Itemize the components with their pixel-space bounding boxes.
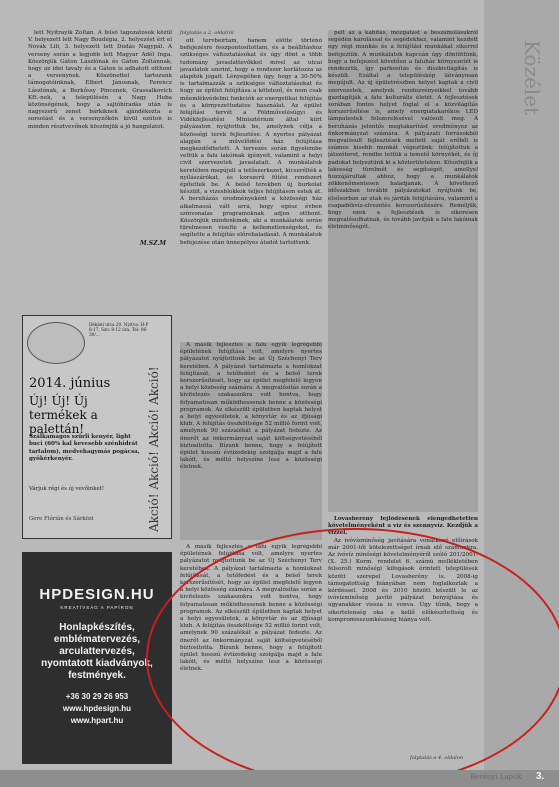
bakery-ad (22, 315, 172, 539)
middle-column-text-2: A másik fejlesztés a falu egyik legrégebbi épületének felújítása volt, amelyre nyertes pályázatot nyújtottunk be az Új Széchenyi Terv keretében. A pályázat tartalmazta a homlokzat felújítását, a tetőfedést és a belső terek korszerűsítését, hogy az épület megfelelő legyen a helyi közösség számára. A megvalósítás során a kivitelezés szakaszokra volt bontva, hogy folyamatosan működhessenek benne a közösségi programok. Az elkészült épületben kaptak helyet a helyi egyesületek, a könyvtár és az ifjúsági klub. A felújítás összköltsége 52 millió forint volt, amelynek 90 százalékát a pályázat fedezte. Az önerőt az önkormányzat saját költségvetéséből biztosította. Bízunk benne, hogy a felújított épület hosszú évtizedekig szolgálja majd a falu lakóit, és méltó helyszíne lesz a közösségi életnek. (180, 342, 322, 540)
ad-side-label: Akció! Akció! Akció! Akció! (147, 366, 161, 532)
hpdesign-services: Honlapkészítés, emblématervezés, arculattervezés, nyomtatott kiadványok, festmények. (41, 622, 153, 681)
shop-info: Dékáni utca 20. Nyitva: H-P 8-17, Szo: 8-12 óra, Tel: 06-30/... (89, 322, 149, 337)
ad-body: Szálkamagos szűrli kenyér, light buci (60% kal kevesebb szénhidrát tartalom), medvehagymás pogácsa, gyökérkenyér. (29, 434, 140, 463)
side-banner: Közélet (520, 40, 544, 116)
right-column-text: pelt az a kábítás, mozgatást a beszámolásukról segédén karolással és segédekhez, valamint kezdett egy régi munkás és a felújítási munkákat sikerrel befejeztük. A munkálatok kapcsán úgy döntöttünk, hogy a befejezést követően a faluház környezetét is rendezzük, így parkosítás és díszkivilágítás is készült. Ezáltal a településkép látványosan megújult. Az új épületrészben helyet kaptak a civil szervezetek, amelyek rendezvényeikkel tovább gazdagítják a falu kulturális életét. A fejlesztések sorában fontos helyet foglal el a közvilágítás korszerűsítése is, amely energiatakarékos LED lámpatestek felszerelésével valósult meg. A beruházás jelentős megtakarítást eredményez az önkormányzat számára. A pályázati forrásokból megvalósult fejlesztések mellett saját erőből is számos kisebb munkát végeztünk: felújítottuk a játszóteret, rendbe tettük a temető környékét, és új padokat helyeztünk ki a közterületeken. Köszönjük a lakosság türelmét és segítségét, amellyel hozzájárultak ahhoz, hogy a munkálatok zökkenőmentesen haladjanak. A következő időszakban további pályázatokat nyújtunk be, elsősorban az utak és járdák felújítására, valamint a csapadékvíz-elvezetés korszerűsítésére. Reméljük, hogy ezek a fejlesztések is sikeresen megvalósulhatnak, és tovább javítják a falu lakóinak életminőségét. (328, 30, 478, 512)
signature: M.SZ.M (140, 240, 167, 247)
page-number: 3. (536, 771, 545, 782)
hpdesign-logo: HPDESIGN.HU (39, 586, 155, 603)
middle-column-header: folytatás a 2. oldalról (180, 30, 234, 36)
hpdesign-web1[interactable]: www.hpdesign.hu (62, 704, 132, 713)
ad-invite: Várjuk régi és új vevőinket! (29, 486, 105, 492)
circled-intro: Lovasberény fejlődésének elengedhetetlen követelményeként a víz és szennyvíz. Kezdjük a vízzel. (328, 516, 478, 537)
ad-date-title: 2014. június (29, 376, 111, 391)
circled-text: Az ivóvízminőség javítására vonatkozó előírások már 2001-től kötelezettséget írnak elő számunkra. Az ivóvíz minőségi követelményéről szóló 201/2001. (X. 25.) Korm. rendelet 6. számú mellékletében felsorolt minőségi kifogások érintett települések között szerepel Lovasberény is. 2008-ig támogatottság hiányában nem foglalkoztak a kérdéssel. 2008 és 2010 között készült le az ivóvízminőség javító pályázat benyújtása és ugyanakkor vissza is vonva. Úgy tűnik, hogy a sikertelenség oka a kellő előkészítettség és kompromisszumkészség hiánya volt. (328, 537, 478, 623)
footer-brand: Berényi Lapok (470, 773, 522, 781)
left-column-text: lett Nyitrayik Zoltán. A felső tagozatosok közül V. helyezett lett Nagy Boudegia, 2. helyezést ért el Novák Lili, 3. helyezett lett Dudás Nagypál. A verseny során a legjobb lett Magyar Adél Inga. Köszönjük Gáton Lászlónak és Gáton Zoltánnak, hogy az idei tavaly és a Gáton is adhatott otthont a versenynek. Köszönettel tartozunk támogatóinknak, Elbert Jánosnak, Ferencz Lászlónak, a Berkőssy Pincenek, Grassalkovich Kft.-nek, a településén a Nagy Huba közönségének, hogy a sajtóhíradás után is nagyszerű zenet bárkiknek ajándékozta a sorsolást és a versenyzőkön kívül ezúton is minden résztvevőnek köszönjük a jó hangulatot. (28, 30, 172, 130)
right-column-circled (328, 516, 478, 752)
hpdesign-web2[interactable]: www.hpart.hu (70, 716, 124, 725)
hpdesign-ad (22, 552, 172, 764)
ad-owner: Gere Flórián és Sárközi (29, 516, 94, 522)
side-banner-strip (484, 0, 559, 770)
middle-column-bottom: A másik fejlesztés a falu egyik legrégebbi épületének felújítása volt, amelyre nyertes pályázatot nyújtottunk be az Új Széchenyi Terv keretében. A pályázat tartalmazta a homlokzat felújítását, a tetőfedést és a belső terek korszerűsítését, hogy az épület megfelelő legyen a helyi közösség számára. A megvalósítás során a kivitelezés szakaszokra volt bontva, hogy folyamatosan működhessenek benne a közösségi programok. Az elkészült épületben kaptak helyet a helyi egyesületek, a könyvtár és az ifjúsági klub. A felújítás összköltsége 52 millió forint volt, amelynek 90 százalékát a pályázat fedezte. Az önerőt az önkormányzat saját költségvetéséből biztosította. Bízunk benne, hogy a felújított épület hosszú évtizedekig szolgálja majd a falu lakóit, és méltó helyszíne lesz a közösségi életnek. (180, 544, 322, 673)
continued-note: folytatás a 4. oldalon (410, 755, 463, 761)
bakery-logo (27, 322, 85, 364)
hpdesign-phone: +36 30 29 26 953 (65, 692, 129, 701)
hpdesign-tagline: KREATÍVSÁG A PAPÍRON (60, 605, 134, 610)
ad-headline: Új! Új! Új termékek a palettán! (29, 394, 98, 436)
middle-column-text: ott tervbeírtam, hanem előtte történő befejezésre összpontosítottam, és a beállításhoz szükséges változtatásokat és úgy dönt a több tudomány javaslattevőkkel mivel az utcai javaslatok szerint, hogy a rendszer korlátozza az alapítók jogait. Lényegében úgy, hogy a 30-50% is tartalmazzák a szükséges változtatásokat és hogy az épület felújítása a kötelező, és nem csak műemlékvédelmi funkciók az energetikai felújítás és a környezettudatos használat. Az épület felújítási tervét a Földművelésügyi és Vidékfejlesztési Minisztérium által kiírt pályázaton nyújtottuk be, amelynek célja a közösségi terek fejlesztése. A nyertes pályázat alapján a művelődési ház felújítása megkezdődhetett. A tervezés során figyelembe vettük a falu lakóinak igényeit, valamint a helyi civil szervezetek javaslatait. A munkálatok keretében megújult a tetőszerkezet, kicserélték a nyílászárókat, és korszerű fűtési rendszert építettek be. A belső terekben új burkolat készült, a vizesblokkok teljes felújításon estek át. A beruházás eredményeként a közösségi ház alkalmassá vált arra, hogy egész évben színvonalas programoknak adjon otthont. Köszönjük mindenkinek, aki a munkálatok során türelmesen viselte a kellemetlenségeket, és segítette a felújítás előrehaladását. A munkálatok befejezése után ünnepélyes átadót tartottunk. (180, 38, 322, 246)
